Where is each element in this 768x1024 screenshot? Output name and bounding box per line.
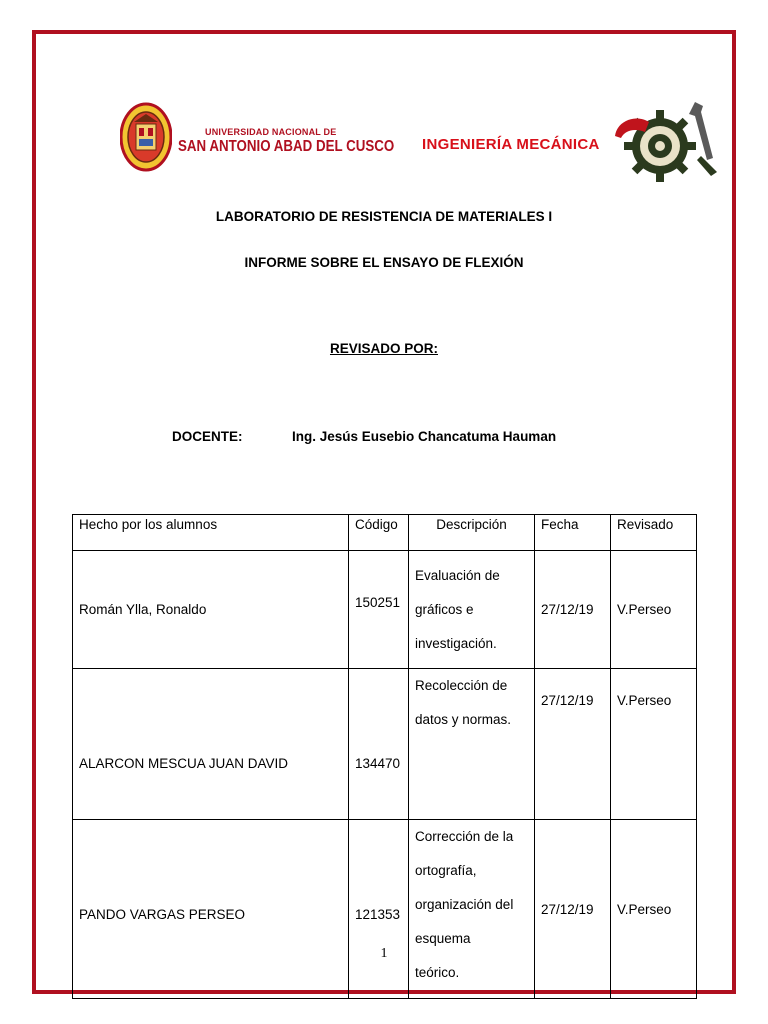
task-date: 27/12/19 xyxy=(535,820,611,999)
task-description xyxy=(409,669,535,820)
description-line: datos y normas. xyxy=(415,712,512,727)
table-row xyxy=(73,551,697,669)
description-line: gráficos e xyxy=(415,601,474,617)
header-description: Descripción xyxy=(409,515,535,551)
description-line: esquema xyxy=(415,931,471,946)
table-header-row xyxy=(73,515,697,551)
page-number: 1 xyxy=(380,946,388,961)
task-date: 27/12/19 xyxy=(535,669,611,820)
teacher-label: DOCENTE: xyxy=(172,429,243,444)
description-line: Corrección de la xyxy=(415,829,514,844)
department-name: INGENIERÍA MECÁNICA xyxy=(422,136,600,153)
reviewed-by: V.Perseo xyxy=(611,820,697,999)
table-row xyxy=(73,669,697,820)
mechanical-engineering-gear-icon xyxy=(605,98,725,183)
student-code: 121353 xyxy=(349,820,409,999)
student-name: Román Ylla, Ronaldo xyxy=(73,551,349,669)
students-table xyxy=(72,514,697,999)
header-students: Hecho por los alumnos xyxy=(73,515,349,551)
document-header xyxy=(0,0,768,200)
lab-title: LABORATORIO DE RESISTENCIA DE MATERIALES I xyxy=(215,209,553,224)
student-code: 134470 xyxy=(349,669,409,820)
description-line: investigación. xyxy=(415,635,497,651)
reviewed-by: V.Perseo xyxy=(611,551,697,669)
header-date: Fecha xyxy=(535,515,611,551)
reviewed-by: V.Perseo xyxy=(611,669,697,820)
teacher-name: Ing. Jesús Eusebio Chancatuma Hauman xyxy=(292,429,557,444)
student-name: PANDO VARGAS PERSEO xyxy=(73,820,349,999)
description-line: organización del xyxy=(415,897,514,912)
description-line: Evaluación de xyxy=(415,567,500,583)
header-code: Código xyxy=(349,515,409,551)
description-line: teórico. xyxy=(415,965,460,980)
reviewed-by-heading: REVISADO POR: xyxy=(329,341,438,356)
header-reviewed: Revisado xyxy=(611,515,697,551)
student-code: 150251 xyxy=(349,551,409,669)
university-seal-icon xyxy=(120,102,172,172)
task-date: 27/12/19 xyxy=(535,551,611,669)
task-description xyxy=(409,551,535,669)
description-line: ortografía, xyxy=(415,863,477,878)
university-name-line2: SAN ANTONIO ABAD DEL CUSCO xyxy=(178,138,395,155)
student-name: ALARCON MESCUA JUAN DAVID xyxy=(73,669,349,820)
description-line: Recolección de xyxy=(415,678,508,693)
report-title: INFORME SOBRE EL ENSAYO DE FLEXIÓN xyxy=(244,255,524,270)
university-name-line1: UNIVERSIDAD NACIONAL DE xyxy=(205,127,337,137)
task-description xyxy=(409,820,535,999)
table-row xyxy=(73,820,697,999)
